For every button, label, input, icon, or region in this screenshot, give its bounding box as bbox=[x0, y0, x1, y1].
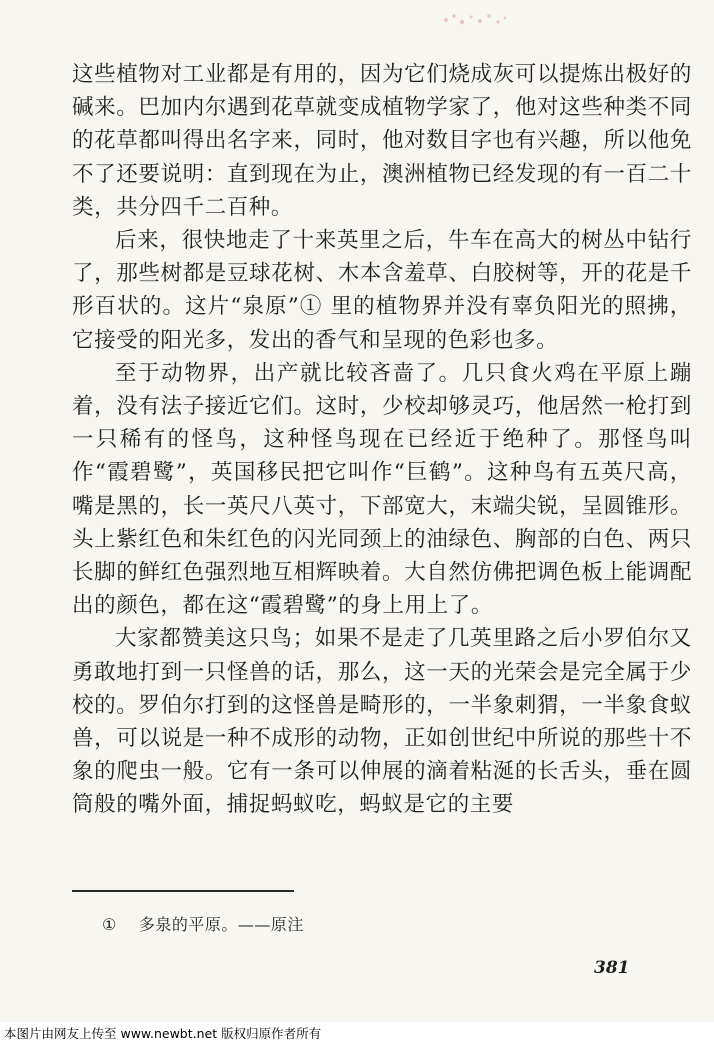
body-text bbox=[72, 58, 692, 822]
faded-stamp-mark bbox=[440, 8, 510, 30]
footnote-text: 多泉的平原。——原注 bbox=[138, 915, 304, 934]
footnote bbox=[102, 912, 304, 935]
paragraph-2: 后来，很快地走了十来英里之后，牛车在高大的树丛中钻行了，那些树都是豆球花树、木本含羞草、白胶树等，开的花是千形百状的。这片“泉原”① 里的植物界并没有辜负阳光的照拂，它接受的阳光多，发出的香气和呈现的色彩也多。 bbox=[72, 228, 692, 353]
watermark-bar bbox=[0, 1022, 714, 1044]
footnote-marker: ① bbox=[102, 915, 117, 934]
watermark-text: 本图片由网友上传至 www.newbt.net 版权归原作者所有 bbox=[4, 1026, 322, 1041]
footnote-divider bbox=[72, 890, 294, 892]
page-number: 381 bbox=[594, 958, 630, 978]
paragraph-4: 大家都赞美这只鸟；如果不是走了几英里路之后小罗伯尔又勇敢地打到一只怪兽的话，那么，这一天的光荣会是完全属于少校的。罗伯尔打到的这怪兽是畸形的，一半象刺猬，一半象食蚁兽，可以说是一种不成形的动物，正如创世纪中所说的那些十不象的爬虫一般。它有一条可以伸展的滴着粘涎的长舌头，垂在圆筒般的嘴外面，捕捉蚂蚁吃，蚂蚁是它的主要 bbox=[72, 626, 692, 818]
paragraph-1: 这些植物对工业都是有用的，因为它们烧成灰可以提炼出极好的碱来。巴加内尔遇到花草就变成植物学家了，他对这些种类不同的花草都叫得出名字来，同时，他对数目字也有兴趣，所以他免不了还要说明：直到现在为止，澳洲植物已经发现的有一百二十类，共分四千二百种。 bbox=[72, 62, 692, 220]
paragraph-3: 至于动物界，出产就比较吝啬了。几只食火鸡在平原上蹦着，没有法子接近它们。这时，少校却够灵巧，他居然一枪打到一只稀有的怪鸟，这种怪鸟现在已经近于绝种了。那怪鸟叫作“霞碧鹭”，英国移民把它叫作“巨鹤”。这种鸟有五英尺高，嘴是黑的，长一英尺八英寸，下部宽大，末端尖锐，呈圆锥形。头上紫红色和朱红色的闪光同颈上的油绿色、胸部的白色、两只长脚的鲜红色强烈地互相辉映着。大自然仿佛把调色板上能调配出的颜色，都在这“霞碧鹭”的身上用上了。 bbox=[72, 360, 692, 619]
